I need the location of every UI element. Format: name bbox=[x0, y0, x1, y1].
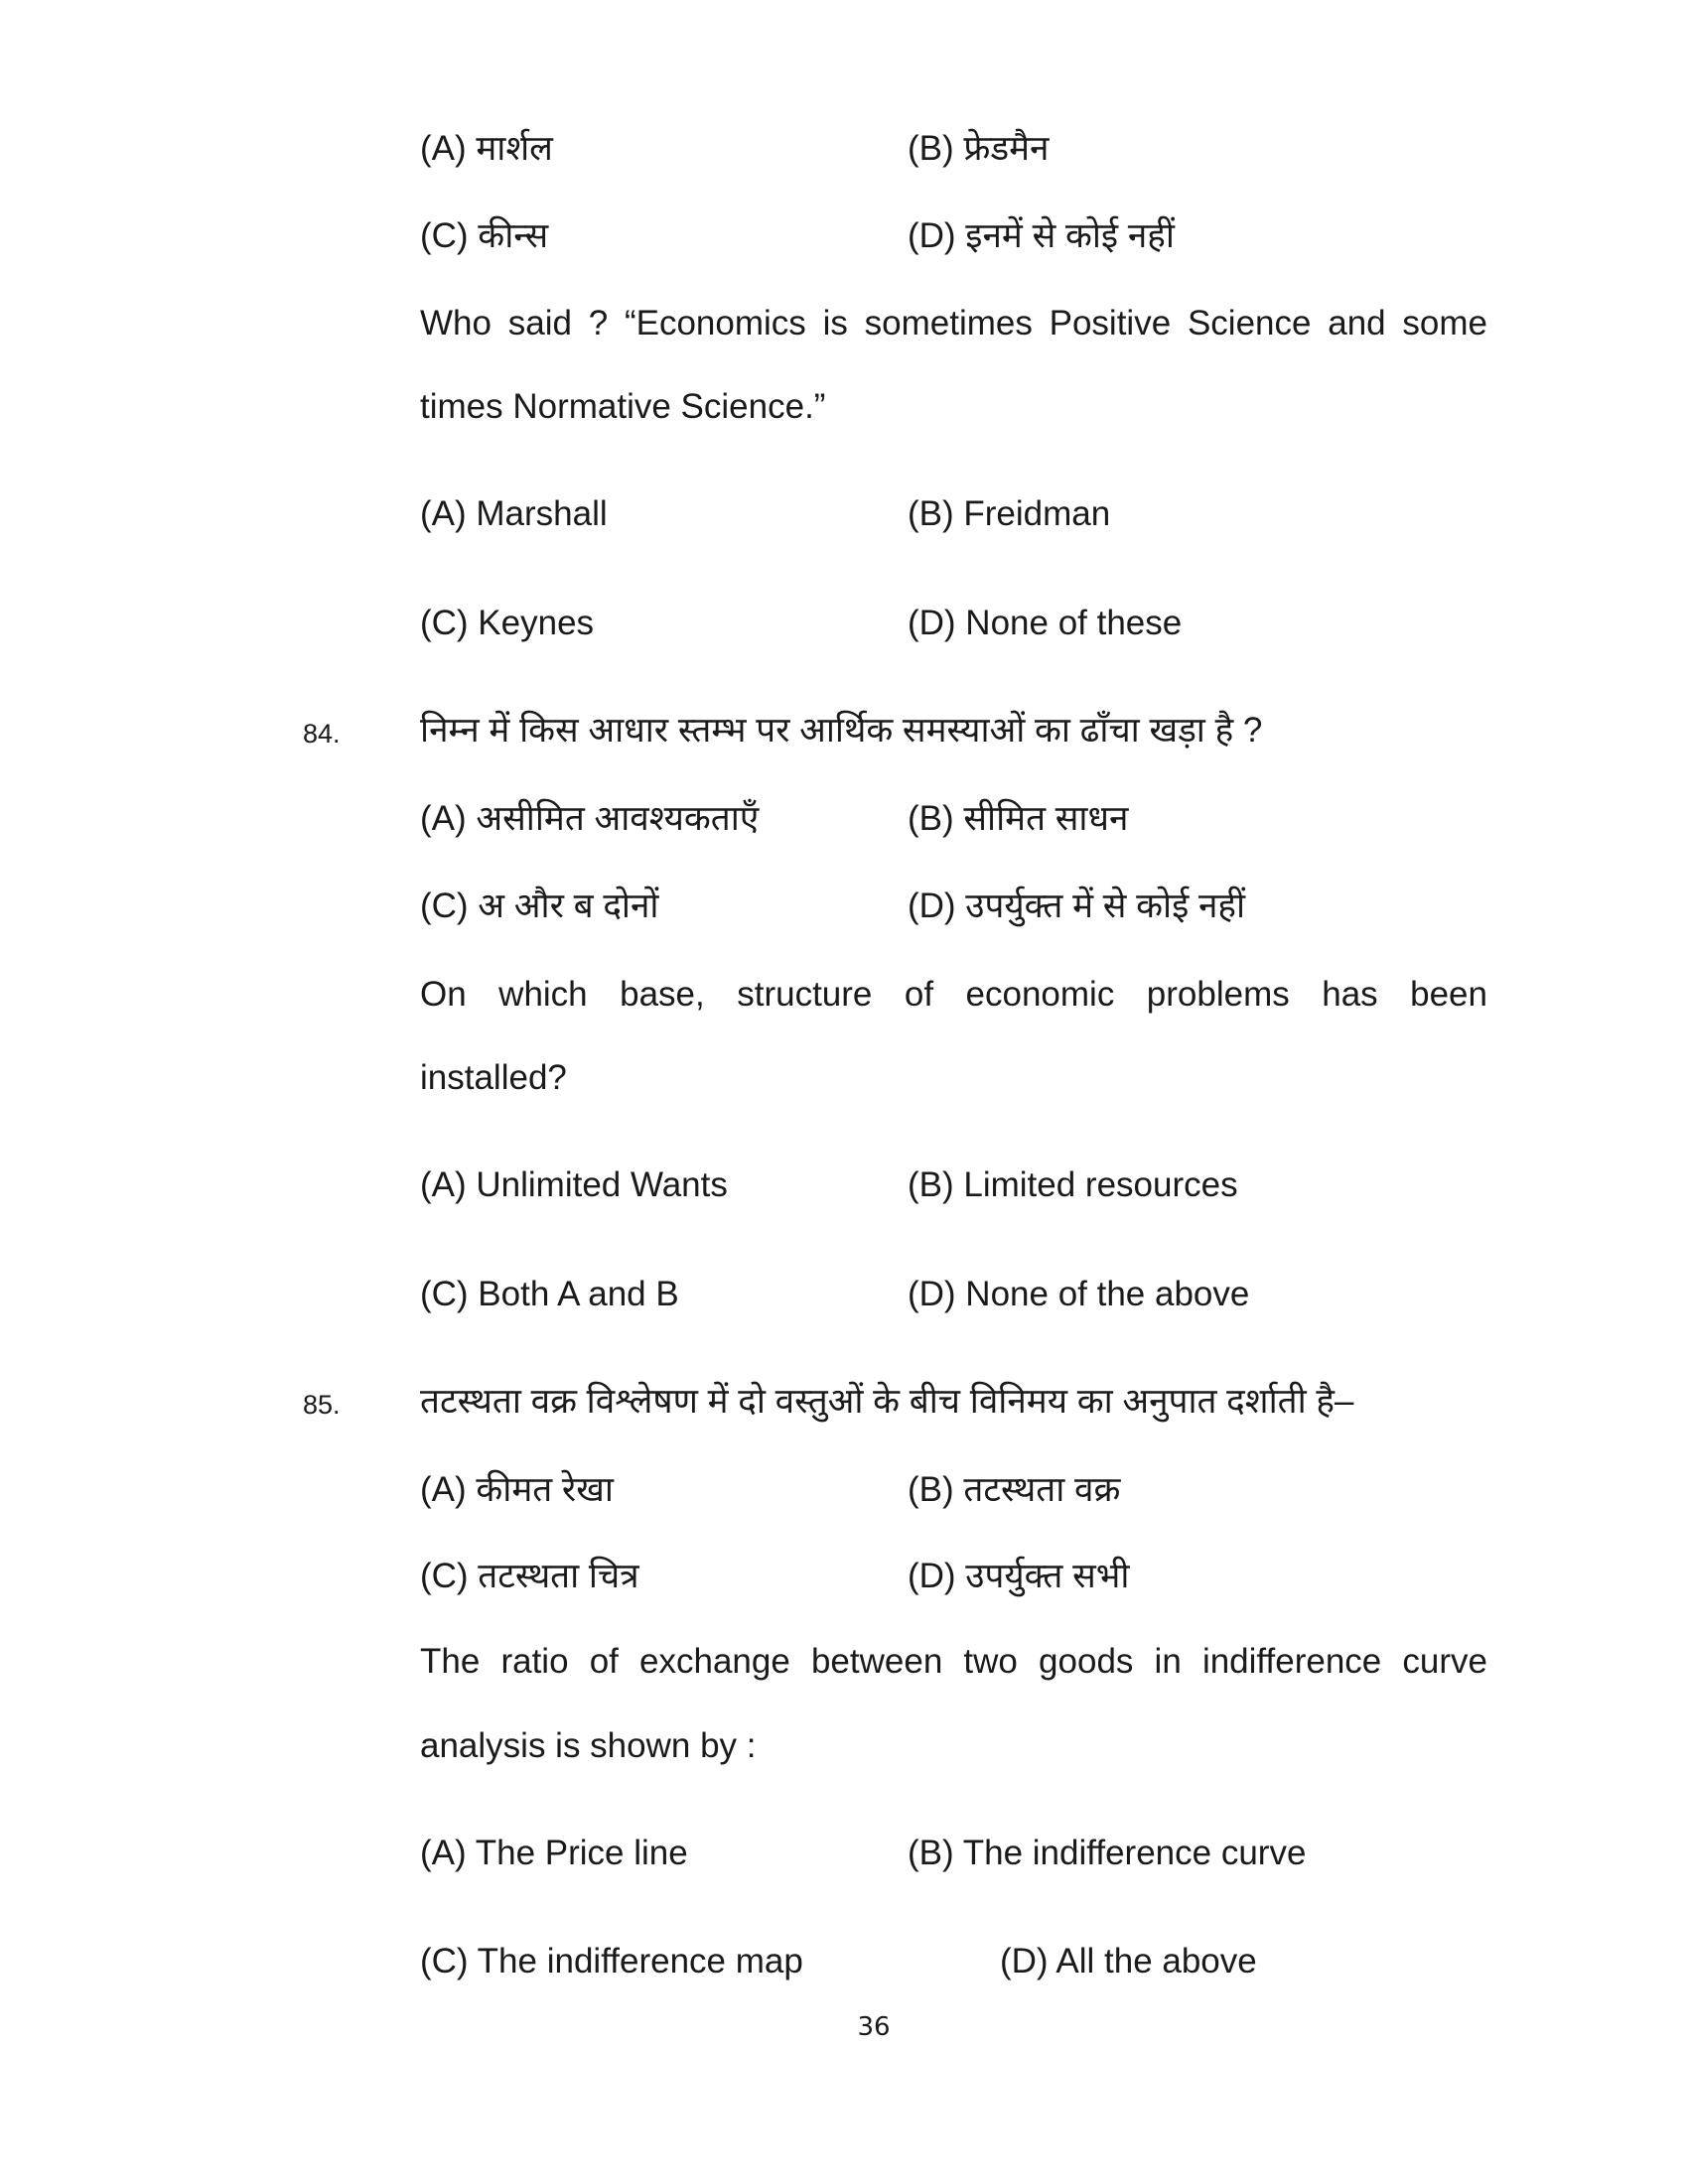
q85-english-option-b: (B) The indifference curve bbox=[908, 1834, 1307, 1872]
q84-english-option-a: (A) Unlimited Wants bbox=[420, 1165, 728, 1204]
q83-english-text-line1: Who said ? “Economics is sometimes Positive Science and some bbox=[420, 304, 1487, 342]
q85-english-option-d: (D) All the above bbox=[1000, 1942, 1257, 1980]
q84-english-text-line1: On which base, structure of economic problems has been bbox=[420, 975, 1487, 1014]
q85-english-text-line2: analysis is shown by : bbox=[420, 1726, 757, 1765]
q84-english-option-c: (C) Both A and B bbox=[420, 1275, 679, 1313]
q84-hindi-option-c: (C) अ और ब दोनों bbox=[420, 887, 659, 925]
q85-english-option-a: (A) The Price line bbox=[420, 1834, 688, 1872]
q84-english-text-line2: installed? bbox=[420, 1058, 567, 1097]
q83-hindi-option-c: (C) कीन्स bbox=[420, 216, 549, 255]
q85-number: 85. bbox=[303, 1390, 341, 1420]
page-number: 36 bbox=[857, 2012, 891, 2042]
q83-english-option-a: (A) Marshall bbox=[420, 494, 608, 533]
q84-english-option-d: (D) None of the above bbox=[908, 1275, 1250, 1313]
q85-hindi-text: तटस्थता वक्र विश्लेषण में दो वस्तुओं के बीच विनिमय का अनुपात दर्शाती है– bbox=[420, 1382, 1354, 1421]
q85-english-text-line1: The ratio of exchange between two goods in indifference curve bbox=[420, 1642, 1487, 1681]
q85-english-option-c: (C) The indifference map bbox=[420, 1942, 803, 1980]
q85-hindi-option-c: (C) तटस्थता चित्र bbox=[420, 1557, 639, 1595]
q83-hindi-option-d: (D) इनमें से कोई नहीं bbox=[908, 216, 1175, 255]
q83-english-option-d: (D) None of these bbox=[908, 604, 1183, 642]
q84-hindi-option-d: (D) उपर्युक्त में से कोई नहीं bbox=[908, 887, 1246, 925]
q84-hindi-option-a: (A) असीमित आवश्यकताएँ bbox=[420, 799, 760, 838]
q84-hindi-text: निम्न में किस आधार स्तम्भ पर आर्थिक समस्याओं का ढाँचा खड़ा है ? bbox=[420, 711, 1263, 750]
q84-hindi-option-b: (B) सीमित साधन bbox=[908, 799, 1129, 838]
q83-english-text-line2: times Normative Science.” bbox=[420, 387, 826, 426]
q84-number: 84. bbox=[303, 719, 341, 749]
q85-hindi-option-b: (B) तटस्थता वक्र bbox=[908, 1470, 1121, 1509]
q83-english-option-b: (B) Freidman bbox=[908, 494, 1111, 533]
q83-english-option-c: (C) Keynes bbox=[420, 604, 595, 642]
q83-hindi-option-a: (A) मार्शल bbox=[420, 129, 553, 168]
q85-hindi-option-d: (D) उपर्युक्त सभी bbox=[908, 1557, 1130, 1595]
q85-hindi-option-a: (A) कीमत रेखा bbox=[420, 1470, 614, 1509]
q84-english-option-b: (B) Limited resources bbox=[908, 1165, 1238, 1204]
q83-hindi-option-b: (B) फ्रेडमैन bbox=[908, 129, 1050, 168]
